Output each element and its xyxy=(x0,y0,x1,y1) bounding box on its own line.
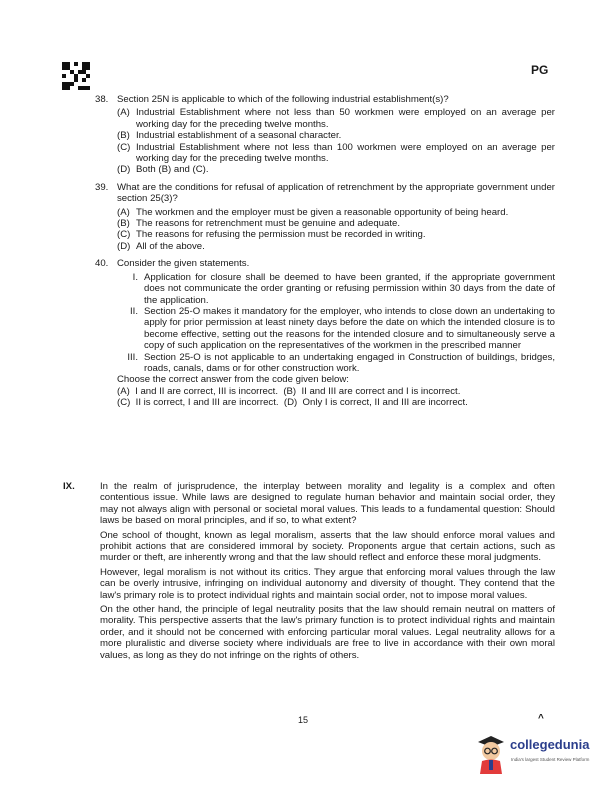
option-label: (B) xyxy=(117,218,130,230)
statement-label: II. xyxy=(130,305,138,317)
option-c xyxy=(95,229,555,240)
question-number: 39. xyxy=(95,181,109,193)
statement-label: I. xyxy=(132,271,138,283)
passage-number: IX. xyxy=(63,481,75,492)
option-label: (D) xyxy=(117,164,131,176)
option-a xyxy=(95,207,555,218)
passage-section xyxy=(63,481,555,664)
option-text: The reasons for refusing the permission must be recorded in writing. xyxy=(136,229,426,241)
option-label: (A) xyxy=(117,206,130,218)
question-text: What are the conditions for refusal of application of retrenchment by the appropriate government under section 25(3)? xyxy=(117,181,555,205)
option-b xyxy=(95,218,555,229)
questions-section xyxy=(95,94,555,409)
option-d xyxy=(95,164,555,175)
passage-paragraph: However, legal moralism is not without its critics. They argue that enforcing moral values through the law can be overly intrusive, infringing on individual autonomy and diversity of thought. They contend that the law's primary role is to protect individual rights and maintain social order, not to impose moral values. xyxy=(100,566,555,601)
option-text: Industrial establishment of a seasonal character. xyxy=(136,130,342,142)
option-text: Both (B) and (C). xyxy=(136,164,209,176)
qr-code-image xyxy=(62,62,90,90)
option-a xyxy=(95,107,555,130)
option-label: (A) xyxy=(117,107,130,119)
question-40 xyxy=(95,258,555,269)
option-label: (B) xyxy=(117,130,130,142)
statement-1 xyxy=(95,272,555,306)
passage-paragraph: On the other hand, the principle of legal neutrality posits that the law should remain neutral on matters of morality. This perspective asserts that the law's primary function is to protect individual rights and maintain order, and it should not be concerned with enforcing particular moral values. Legal neutrality allows for a more pluralistic and diverse society where individuals are free to live in accordance with their own moral values, as long as they do not infringe on the rights of others. xyxy=(100,604,555,661)
paper-code: PG xyxy=(531,63,549,77)
code-prompt: Choose the correct answer from the code given below: xyxy=(117,374,349,386)
option-d xyxy=(95,241,555,252)
question-38 xyxy=(95,94,555,105)
statement-label: III. xyxy=(127,351,138,363)
collegedunia-logo xyxy=(474,734,604,778)
code-options-row-1: (A) I and II are correct, III is incorrect. (B) II and III are correct and I is incorrect. xyxy=(117,385,461,397)
option-text: The reasons for retrenchment must be genuine and adequate. xyxy=(136,218,400,230)
option-b xyxy=(95,130,555,141)
option-label: (C) xyxy=(117,229,131,241)
code-options-row-2: (C) II is correct, I and III are incorrect. (D) Only I is correct, II and III are incorrect. xyxy=(117,397,468,409)
option-text: The workmen and the employer must be given a reasonable opportunity of being heard. xyxy=(136,206,509,218)
statement-text: Section 25-O makes it mandatory for the employer, who intends to close down an undertaking to apply for prior permission at least ninety days before the date on which the intended closure is to become effective, setting out the reasons for the intended closure and to simultaneously serve a copy of such application on the representatives of the workmen in the prescribed manner xyxy=(144,305,555,352)
option-c xyxy=(95,142,555,165)
page-number: 15 xyxy=(298,715,309,725)
mascot-icon xyxy=(474,734,508,774)
option-label: (C) xyxy=(117,141,131,153)
passage-paragraph: In the realm of jurisprudence, the interplay between morality and legality is a complex and often contentious issue. While laws are designed to regulate human behavior and maintain social order, they may not always align with personal or societal moral values. This leads to a fundamental question: Should laws be based on moral principles, and if so, to what extent? xyxy=(100,481,555,527)
question-text: Section 25N is applicable to which of the following industrial establishment(s)? xyxy=(117,94,449,105)
statement-2 xyxy=(95,306,555,352)
option-text: All of the above. xyxy=(136,240,205,252)
statement-text: Application for closure shall be deemed to have been granted, if the appropriate government does not communicate the order granting or refusing permission within 30 days from the date of the application. xyxy=(144,271,555,306)
question-39 xyxy=(95,182,555,205)
option-label: (D) xyxy=(117,240,131,252)
logo-tagline: India's largest Student Review Platform xyxy=(511,757,590,762)
question-number: 40. xyxy=(95,258,109,270)
statement-3 xyxy=(95,352,555,375)
question-number: 38. xyxy=(95,94,109,105)
option-text: Industrial Establishment where not less than 100 workmen were employed on an average per working day for the preceding twelve months. xyxy=(136,141,555,165)
caret-mark: ^ xyxy=(538,713,544,724)
passage-paragraph: One school of thought, known as legal moralism, asserts that the law should enforce moral values and prohibit actions that are considered immoral by society. Proponents argue that certain actions, such as murder or theft, are inherently wrong and that the law should reflect and enforce these moral judgments. xyxy=(100,529,555,564)
question-text: Consider the given statements. xyxy=(117,258,250,270)
logo-wordmark: collegedunia xyxy=(510,737,590,752)
option-text: Industrial Establishment where not less than 50 workmen were employed on an average per working day for the preceding twelve months. xyxy=(136,107,555,130)
statement-text: Section 25-O is not applicable to an undertaking engaged in Construction of buildings, bridges, roads, canals, dams or for other construction work. xyxy=(144,351,555,374)
